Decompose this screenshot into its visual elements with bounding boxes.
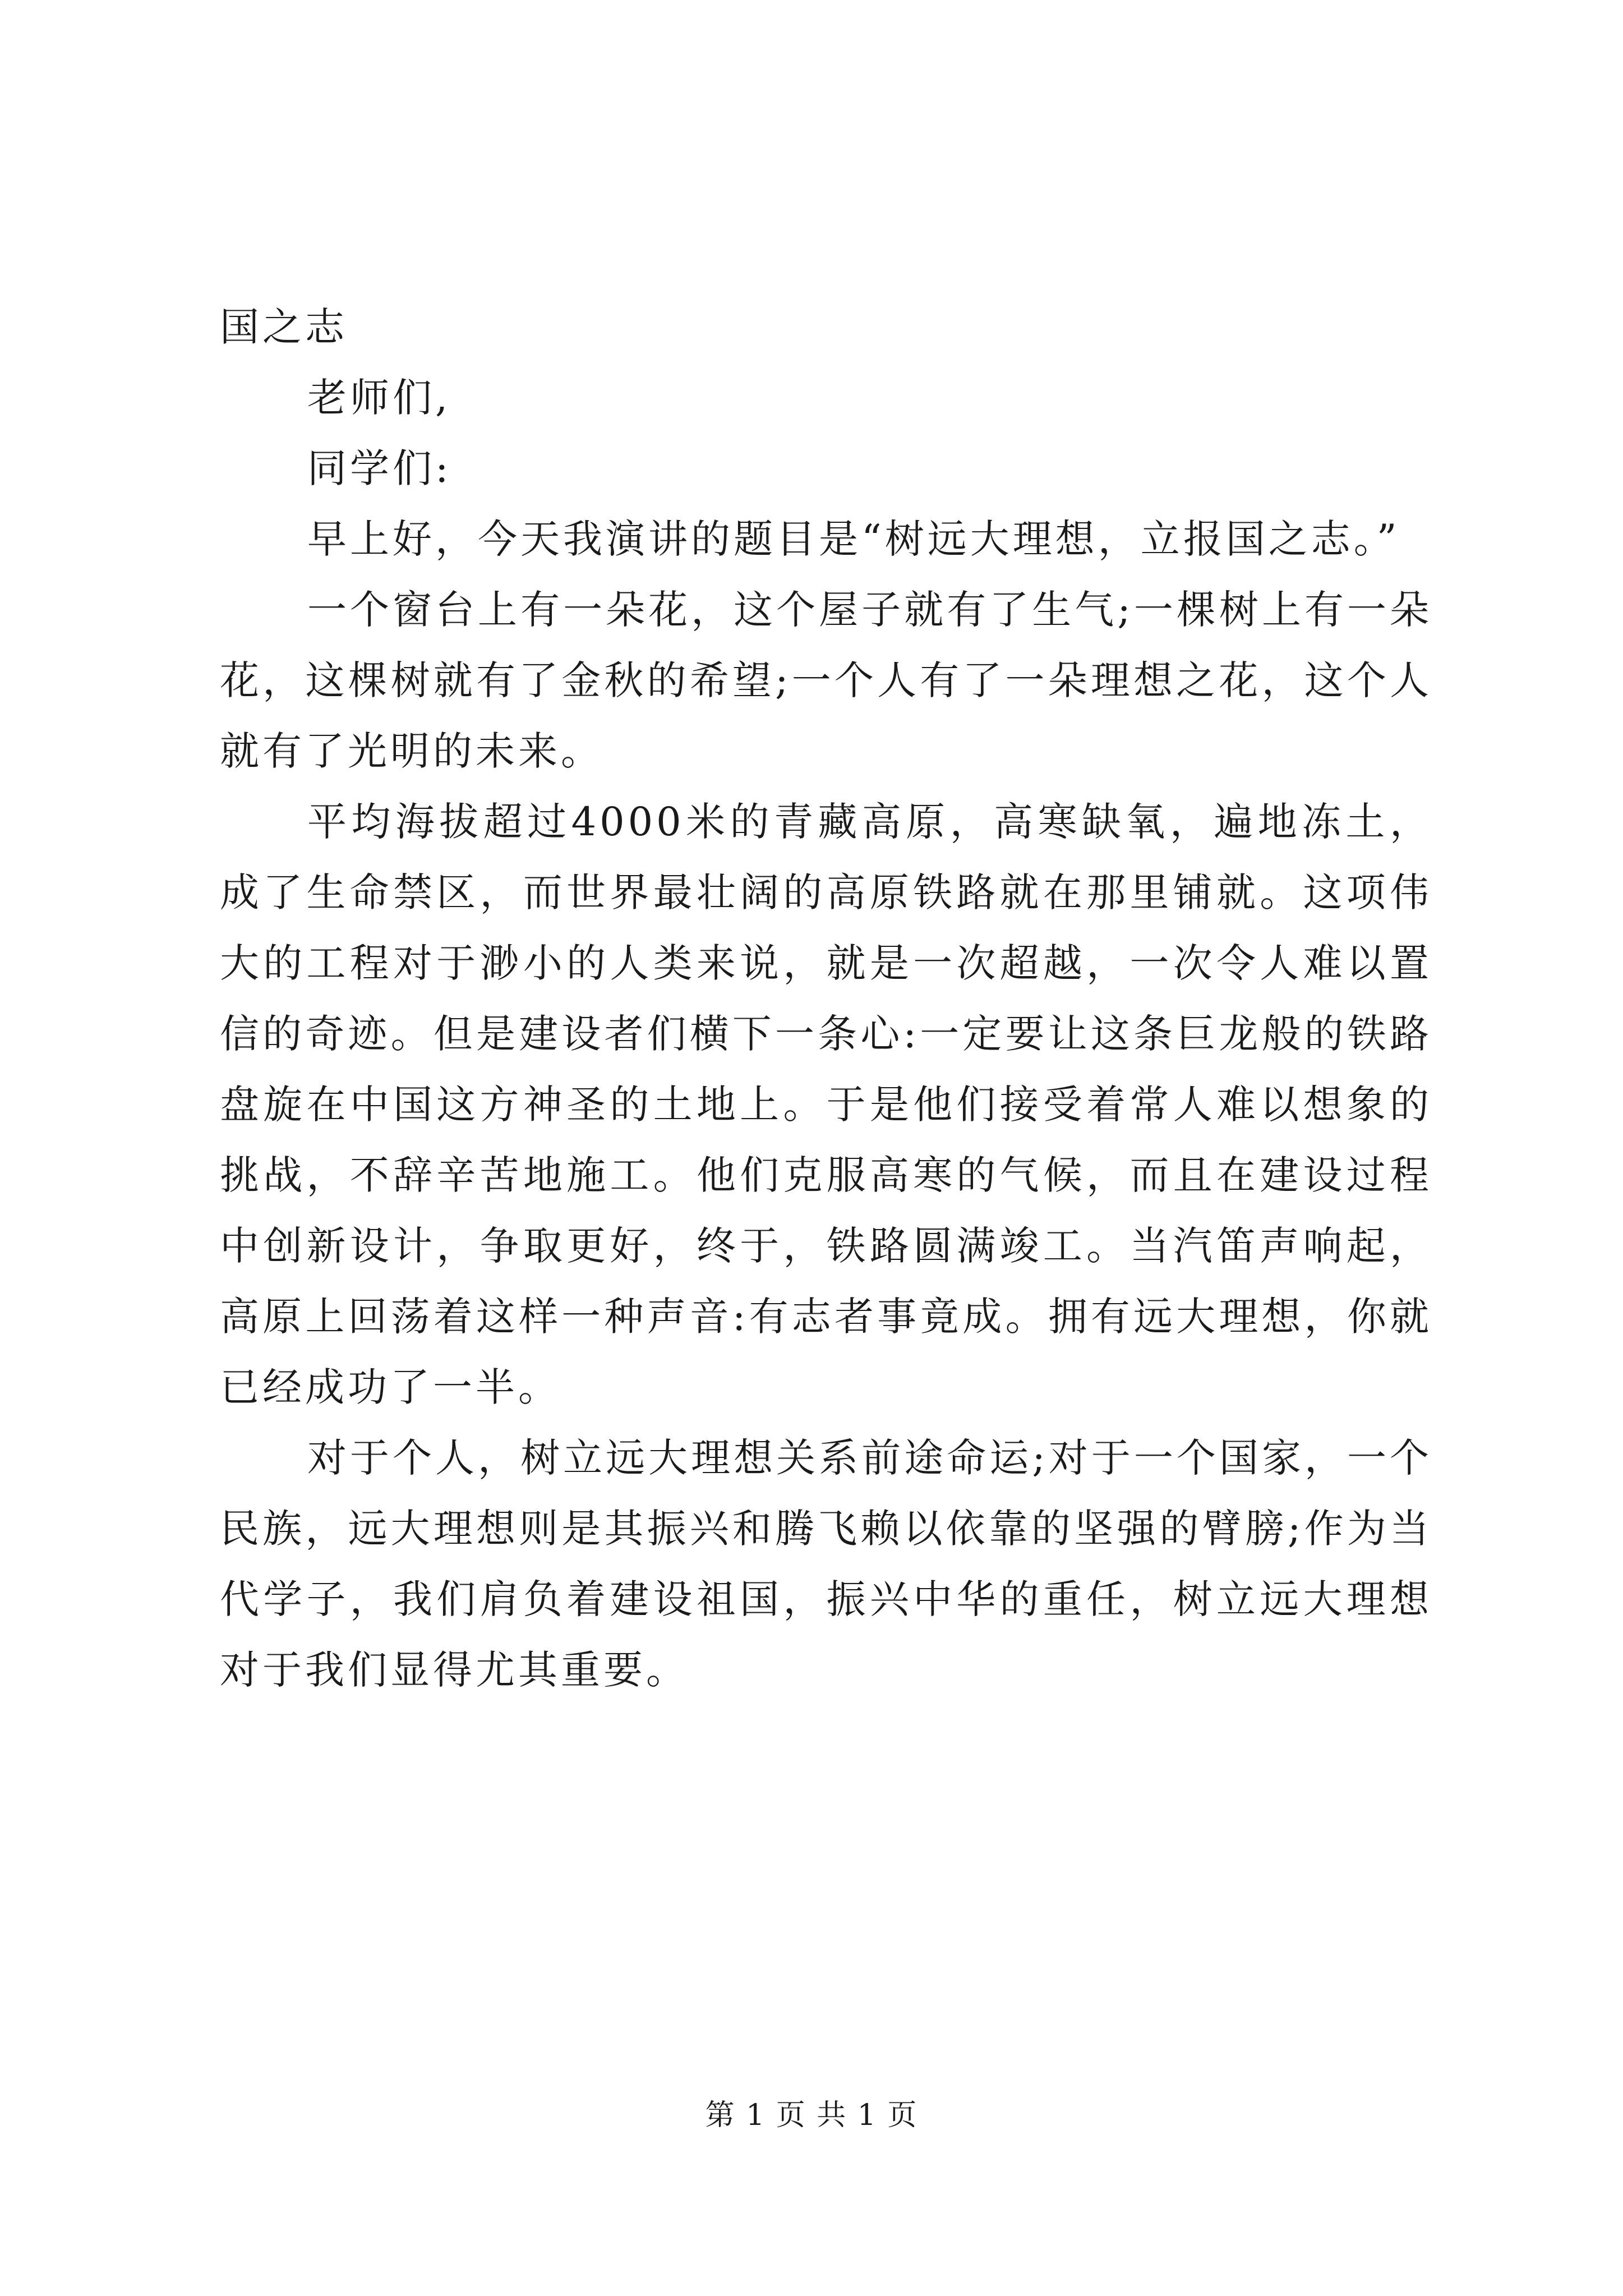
title-fragment: 国之志 <box>220 304 348 350</box>
document-body <box>220 292 1432 1705</box>
paragraph-intro: 早上好，今天我演讲的题目是“树远大理想，立报国之志。” <box>307 516 1400 562</box>
greeting-teachers: 老师们, <box>307 375 451 421</box>
paragraph-flower: 一个窗台上有一朵花，这个屋子就有了生气;一棵树上有一朵花，这棵树就有了金秋的希望;一个人有了一朵理想之花，这个人就有了光明的未来。 <box>220 587 1432 774</box>
greeting-students: 同学们: <box>307 445 452 491</box>
paragraph-railway: 平均海拔超过4000米的青藏高原，高寒缺氧，遍地冻土，成了生命禁区，而世界最壮阔的高原铁路就在那里铺就。这项伟大的工程对于渺小的人类来说，就是一次超越，一次令人难以置信的奇迹。但是建设者们横下一条心:一定要让这条巨龙般的铁路盘旋在中国这方神圣的土地上。于是他们接受着常人难以想象的挑战，不辞辛苦地施工。他们克服高寒的气候，而且在建设过程中创新设计，争取更好，终于，铁路圆满竣工。当汽笛声响起，高原上回荡着这样一种声音:有志者事竟成。拥有远大理想，你就已经成功了一半。 <box>220 799 1432 1410</box>
page-footer: 第 1 页 共 1 页 <box>705 2099 918 2132</box>
paragraph-ideals: 对于个人，树立远大理想关系前途命运;对于一个国家，一个民族，远大理想则是其振兴和腾飞赖以依靠的坚强的臂膀;作为当代学子，我们肩负着建设祖国，振兴中华的重任，树立远大理想对于我们显得尤其重要。 <box>220 1435 1432 1693</box>
